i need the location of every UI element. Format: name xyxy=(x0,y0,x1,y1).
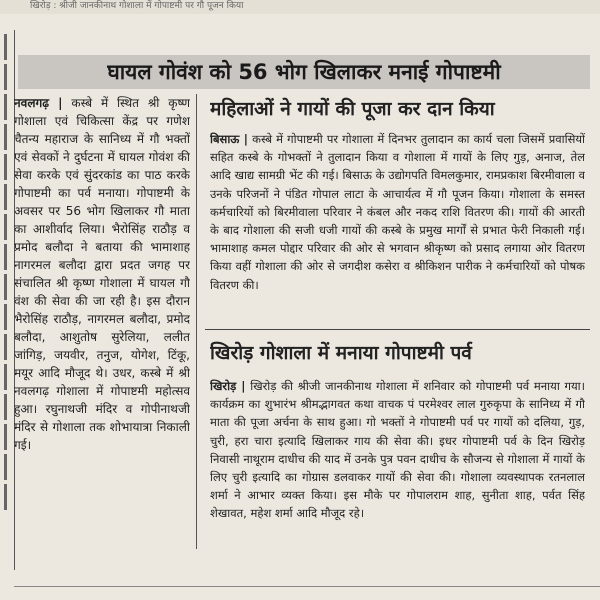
previous-story-strip: खिरोड़ : श्रीजी जानकीनाथ गोशाला में गोपाष्टमी पर गौ पूजन किया xyxy=(0,0,600,14)
story-navalgarh-dateline: नवलगढ़ | xyxy=(14,96,63,110)
story-bisau-headline: महिलाओं ने गायों की पूजा कर दान किया xyxy=(210,98,495,120)
story-navalgarh-body: कस्बे में स्थित श्री कृष्ण गोशाला एवं चिकित्सा केंद्र पर गणेश चैतन्य महाराज के सानिध्य में गौ भक्तों एवं सेवकों ने दुर्घटना में घायल गोवंश की सेवा करके एवं सुंदरकांड का पाठ करके गोपाष्टमी का पर्व मनाया। गोपाष्टमी के अवसर पर 56 भोग खिलाकर गौ माता का आशीर्वाद लिया। भैरोसिंह राठौड़ व प्रमोद बलौदा ने बताया की भामाशाह नागरमल बलौदा द्वारा प्रदत जगह पर संचालित श्री कृष्ण गोशाला में घायल गौ वंश की सेवा की जा रही है। इस दौरान भैरोसिंह राठौड़, नागरमल बलौदा, प्रमोद बलौदा, आशुतोष सुरेलिया, ललीत जांगिड़, जयवीर, तनुज, योगेश, टिंकू, मयूर आदि मौजूद थे। उधर, कस्बे में श्री नवलगढ़ गोशाला में गोपाष्टमी महोत्सव हुआ। रघुनाथजी मंदिर व गोपीनाथजी मंदिर से गोशाला तक शोभायात्रा निकाली गई। xyxy=(14,96,190,452)
story-khirod-body: खिरोड़ की श्रीजी जानकीनाथ गोशाला में शनिवार को गोपाष्टमी पर्व मनाया गया। कार्यक्रम का शुभारंभ श्रीमद्भागवत कथा वाचक पं परमेश्वर लाल गुरुकृपा के सानिध्य में गौ माता की पूजा अर्चना के साथ हुआ। गो भक्तों ने गोपाष्टमी पर्व पर गायों को दलिया, गुड़, चुरी, हरा चारा इत्यादि खिलाकर गाय की सेवा की। इधर गोपाष्टमी पर्व के दिन खिरोड़ निवासी नाथूराम दाधीच की याद में उनके पुत्र पवन दाधीच के सौजन्य से गोशाला में गायों के लिए चुरी इत्यादि का गोग्रास डलवाकर गायों की सेवा की। गोशाला व्यवस्थापक रतनलाल शर्मा ने आभार व्यक्त किया। इस मौके पर गोपालराम शाह, सुनीता शाह, पर्वत सिंह शेखावत, महेश शर्मा आदि मौजूद रहे। xyxy=(210,379,585,521)
story-khirod-dateline: खिरोड़ | xyxy=(210,379,246,393)
page-bottom-rule xyxy=(14,586,600,587)
left-column-edge xyxy=(0,30,15,570)
story-khirod-headline: खिरोड़ गोशाला में मनाया गोपाष्टमी पर्व xyxy=(210,342,472,364)
column-divider xyxy=(196,94,197,549)
story-bisau-dateline: बिसाऊ | xyxy=(210,132,249,146)
section-divider xyxy=(205,329,590,330)
story-navalgarh xyxy=(14,94,190,549)
story-bisau xyxy=(210,130,585,318)
story-bisau-body: कस्बे में गोपाष्टमी पर गोशाला में दिनभर तुलादान का कार्य चला जिसमें प्रवासियों सहित कस्बे के गोभक्तों ने तुलादान किया व गोशाला में गायों के लिए गुड़, अनाज, तेल आदि खाद्य सामग्री भेंट की गई। बिसाऊ के उद्योगपति विमलकुमार, रामप्रकाश बिरमीवाला व उनके परिजनों ने पंडित गोपाल लाटा के आचार्यत्व में गौ पूजन किया। गोशाला के समस्त कर्मचारियों को बिरमीवाला परिवार ने कंबल और नकद राशि वितरण की। गायों की आरती के बाद गोशाला की सजी धजी गायों की कस्बे के प्रमुख मार्गों से प्रभात फेरी निकाली गई। भामाशाह कमल पोद्दार परिवार की ओर से भगवान श्रीकृष्ण को प्रसाद लगाया ओर वितरण किया वहीं गोशाला की ओर से जगदीश कसेरा व श्रीकिशन पारीक ने कर्मचारियों को पोषक वितरण की। xyxy=(210,132,585,292)
banner-headline: घायल गोवंश को 56 भोग खिलाकर मनाई गोपाष्टमी xyxy=(18,55,590,89)
story-khirod xyxy=(210,377,585,549)
